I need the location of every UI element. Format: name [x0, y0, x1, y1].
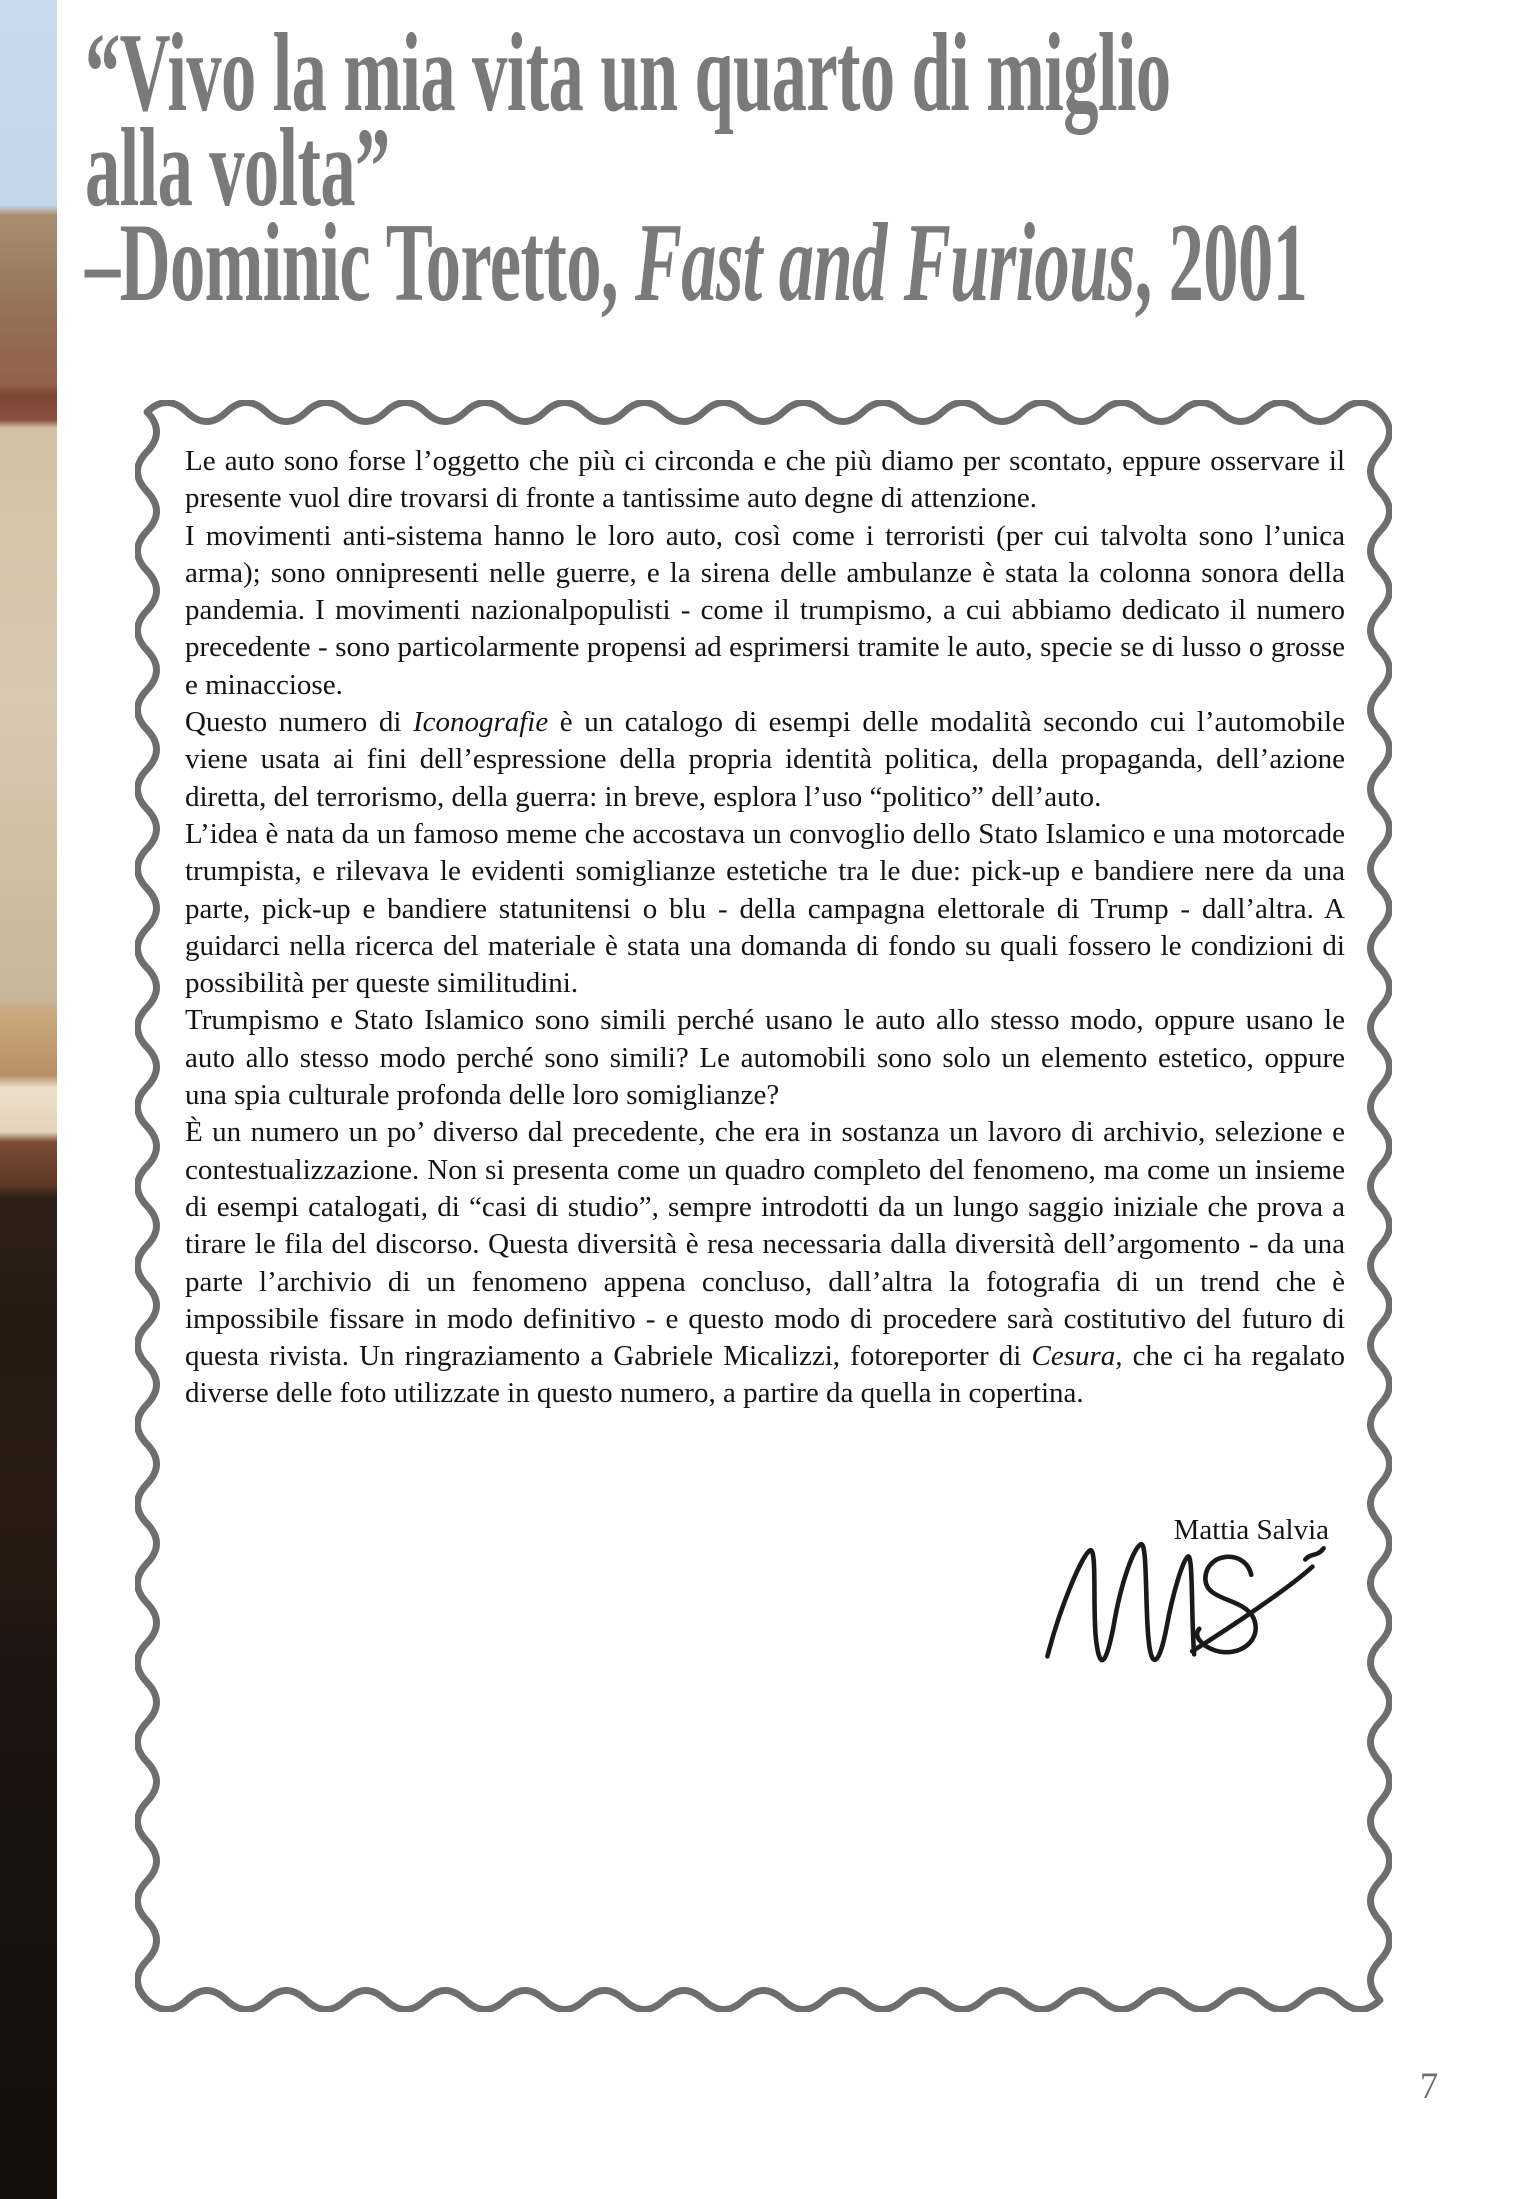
- letter-paragraph: [185, 704, 1345, 816]
- letter-paragraph: [185, 1114, 1345, 1412]
- letter-text-run: Le auto sono forse l’oggetto che più ci circonda e che più diamo per scontato, eppure osservare il presente vuol dire trovarsi di fronte a tantissime auto degne di attenzione.: [185, 445, 1345, 515]
- letter-paragraph: [185, 518, 1345, 704]
- pull-quote-line-1: “Vivo la mia vita un quarto di miglio: [85, 11, 1171, 135]
- attribution-suffix: , 2001: [1134, 201, 1308, 325]
- pull-quote: [85, 11, 1308, 325]
- pull-quote-line-2: alla volta”: [85, 106, 390, 230]
- editorial-letter-box: [135, 400, 1392, 2012]
- agency-name: Cesura: [1031, 1340, 1116, 1373]
- page-number: 7: [1419, 2066, 1439, 2107]
- letter-body: [185, 443, 1345, 1413]
- cover-photo-strip: [0, 0, 57, 2199]
- magazine-title: Iconografie: [412, 706, 549, 739]
- letter-text-run: È un numero un po’ diverso dal precedente, che era in sostanza un lavoro di archivio, selezione e contestualizzazione. Non si presenta come un quadro completo del fenomeno, ma come un insieme di esempi catalogati, di “casi di studio”, sempre introdotti da un lungo saggio iniziale che prova a tirare le fila del discorso. Questa diversità è resa necessaria dalla diversità dell’argomento - da una parte l’archivio di un fenomeno appena concluso, dall’altra la fotografia di un trend che è impossibile fissare in modo definitivo - e questo modo di procedere sarà costitutivo del futuro di questa rivista. Un ringraziamento a Gabriele Micalizzi, fotoreporter di: [185, 1116, 1345, 1373]
- letter-text-run: è un catalogo di esempi delle modalità secondo cui l’automobile viene usata ai fini dell’espressione della propria identità politica, della propaganda, dell’azione diretta, del terrorismo, della guerra: in breve, esplora l’uso “politico” dell’auto.: [185, 706, 1345, 813]
- attribution-prefix: –Dominic Toretto,: [85, 201, 635, 325]
- letter-text-run: Trumpismo e Stato Islamico sono simili perché usano le auto allo stesso modo, oppure usano le auto allo stesso modo perché sono simili? Le automobili sono solo un elemento estetico, oppure una spia culturale profonda delle loro somiglianze?: [185, 1004, 1345, 1112]
- letter-text-run: L’idea è nata da un famoso meme che accostava un convoglio dello Stato Islamico e una motorcade trumpista, e rilevava le evidenti somiglianze estetiche tra le due: pick-up e bandiere nere da una parte, pick-up e bandiere statunitensi o blu - della campagna elettorale di Trump - dall’altra. A guidarci nella ricerca del materiale è stata una domanda di fondo su quali fossero le condizioni di possibilità per queste similitudini.: [185, 817, 1345, 1000]
- letter-paragraph: [185, 1002, 1345, 1114]
- attribution-work-title: Fast and Furious: [634, 201, 1135, 325]
- signature-name: Mattia Salvia: [1173, 1514, 1329, 1546]
- letter-text-run: Questo numero di: [185, 706, 413, 739]
- letter-text-run: , che ci ha regalato diverse delle foto utilizzate in questo numero, a partire da quella in copertina.: [185, 1340, 1345, 1410]
- handwritten-signature: [1037, 1532, 1332, 1690]
- letter-paragraph: [185, 443, 1345, 518]
- letter-text-run: I movimenti anti-sistema hanno le loro auto, così come i terroristi (per cui talvolta sono l’unica arma); sono onnipresenti nelle guerre, e la sirena delle ambulanze è stata la colonna sonora della pandemia. I movimenti nazionalpopulisti - come il trumpismo, a cui abbiamo dedicato il numero precedente - sono particolarmente propensi ad esprimersi tramite le auto, specie se di lusso o grosse e minacciose.: [185, 519, 1345, 701]
- letter-paragraph: [185, 816, 1345, 1002]
- pull-quote-attribution: [85, 201, 1308, 325]
